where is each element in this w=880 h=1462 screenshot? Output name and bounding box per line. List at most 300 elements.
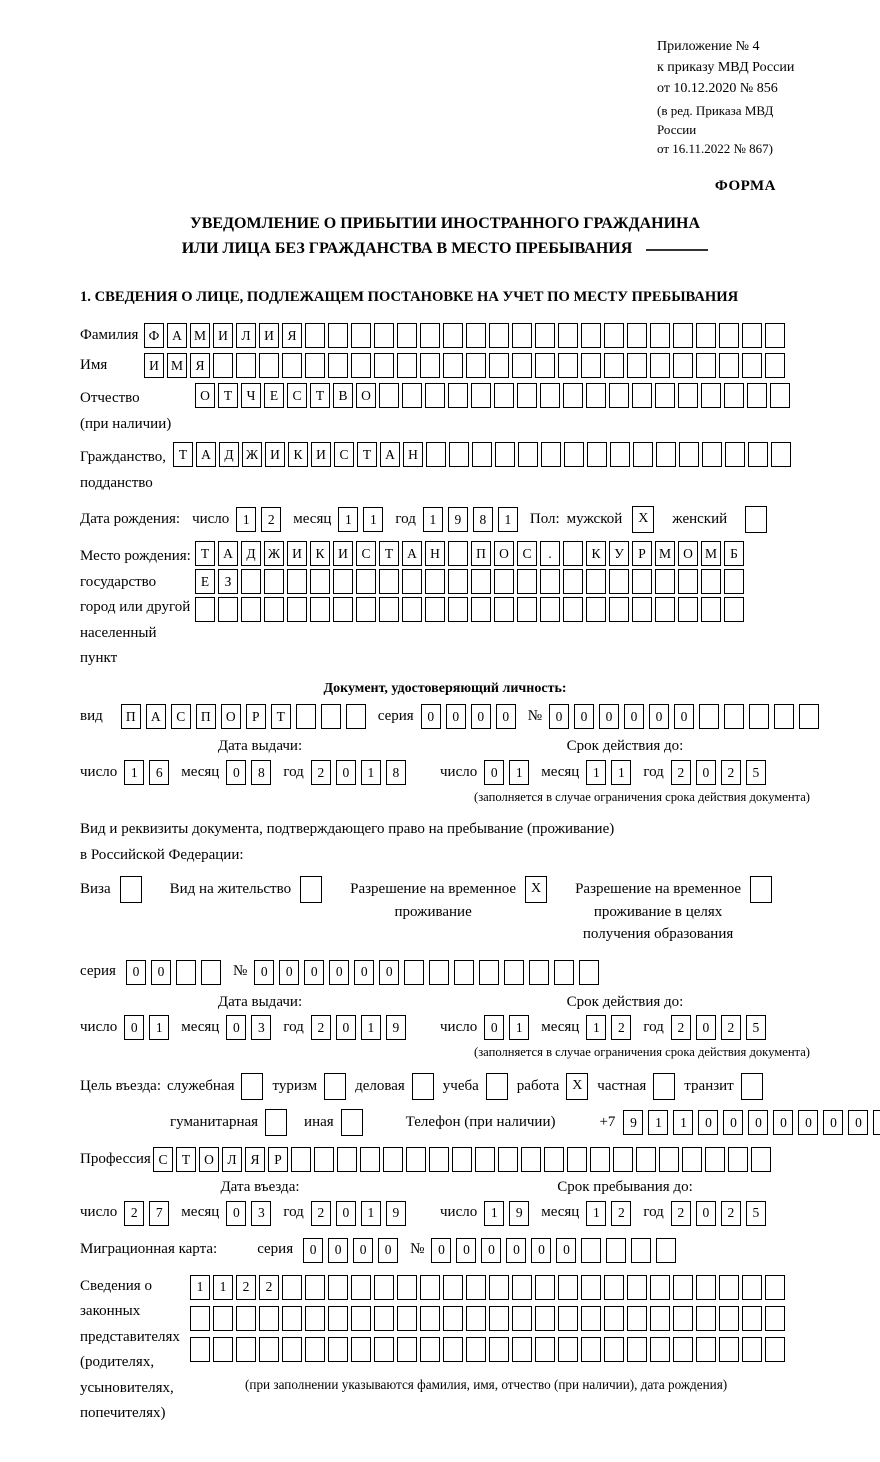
- surname-cell[interactable]: [696, 323, 716, 348]
- identity-kind-cell[interactable]: [296, 704, 316, 729]
- representatives-cell[interactable]: [765, 1275, 785, 1300]
- birth-place-cell[interactable]: [701, 569, 721, 594]
- temp-residence-cell[interactable]: X: [525, 876, 547, 903]
- representatives-cell[interactable]: [466, 1306, 486, 1331]
- residence-number-cell[interactable]: 0: [329, 960, 349, 985]
- phone-cell[interactable]: 0: [773, 1110, 793, 1135]
- birth-place-cell[interactable]: [517, 569, 537, 594]
- given-name-cell[interactable]: Я: [190, 353, 210, 378]
- birth-place-cell[interactable]: [517, 597, 537, 622]
- representatives-cell[interactable]: [305, 1275, 325, 1300]
- identity-issue-day-cell[interactable]: 6: [149, 760, 169, 785]
- profession-cell[interactable]: [728, 1147, 748, 1172]
- birth-place-cell[interactable]: [494, 569, 514, 594]
- identity-issue-year-cell[interactable]: 8: [386, 760, 406, 785]
- given-name-cell[interactable]: [650, 353, 670, 378]
- birth-place-cell[interactable]: Т: [195, 541, 215, 566]
- residence-number-cell[interactable]: [479, 960, 499, 985]
- patronymic-cell[interactable]: [724, 383, 744, 408]
- representatives-cell[interactable]: [535, 1306, 555, 1331]
- birth-place-cell[interactable]: З: [218, 569, 238, 594]
- surname-cell[interactable]: Ф: [144, 323, 164, 348]
- birth-place-cell[interactable]: [195, 597, 215, 622]
- representatives-cell[interactable]: [535, 1275, 555, 1300]
- citizenship-cell[interactable]: [587, 442, 607, 467]
- given-name-cell[interactable]: [489, 353, 509, 378]
- representatives-cell[interactable]: [397, 1275, 417, 1300]
- patronymic-cell[interactable]: В: [333, 383, 353, 408]
- representatives-cell[interactable]: [558, 1337, 578, 1362]
- citizenship-cell[interactable]: [679, 442, 699, 467]
- stay-year-cell[interactable]: 2: [721, 1201, 741, 1226]
- birth-place-cell[interactable]: Т: [379, 541, 399, 566]
- given-name-cell[interactable]: [328, 353, 348, 378]
- birth-place-cell[interactable]: Р: [632, 541, 652, 566]
- given-name-cell[interactable]: [282, 353, 302, 378]
- birth-place-cell[interactable]: [540, 569, 560, 594]
- citizenship-cell[interactable]: И: [265, 442, 285, 467]
- phone-cell[interactable]: 9: [623, 1110, 643, 1135]
- representatives-cell[interactable]: [374, 1306, 394, 1331]
- stay-day-cell[interactable]: 9: [509, 1201, 529, 1226]
- representatives-cell[interactable]: [627, 1275, 647, 1300]
- profession-cell[interactable]: [567, 1147, 587, 1172]
- stay-year-cell[interactable]: 0: [696, 1201, 716, 1226]
- profession-cell[interactable]: [429, 1147, 449, 1172]
- entry-day-cell[interactable]: 7: [149, 1201, 169, 1226]
- representatives-cell[interactable]: [328, 1275, 348, 1300]
- representatives-cell[interactable]: [742, 1306, 762, 1331]
- entry-month-cell[interactable]: 3: [251, 1201, 271, 1226]
- identity-valid-day-cell[interactable]: 0: [484, 760, 504, 785]
- representatives-cell[interactable]: [719, 1337, 739, 1362]
- birth-place-cell[interactable]: [218, 597, 238, 622]
- citizenship-cell[interactable]: Д: [219, 442, 239, 467]
- residence-valid-year-cell[interactable]: 0: [696, 1015, 716, 1040]
- surname-cell[interactable]: [719, 323, 739, 348]
- given-name-cell[interactable]: М: [167, 353, 187, 378]
- identity-valid-day-cell[interactable]: 1: [509, 760, 529, 785]
- birth-day-cell[interactable]: 1: [236, 507, 256, 532]
- identity-issue-month-cell[interactable]: 8: [251, 760, 271, 785]
- representatives-cell[interactable]: [282, 1306, 302, 1331]
- birth-place-cell[interactable]: Ж: [264, 541, 284, 566]
- given-name-cell[interactable]: [466, 353, 486, 378]
- representatives-cell[interactable]: [213, 1337, 233, 1362]
- identity-kind-cell[interactable]: П: [121, 704, 141, 729]
- patronymic-cell[interactable]: Ч: [241, 383, 261, 408]
- identity-valid-year-cell[interactable]: 2: [671, 760, 691, 785]
- representatives-cell[interactable]: [535, 1337, 555, 1362]
- identity-valid-year-cell[interactable]: 2: [721, 760, 741, 785]
- representatives-cell[interactable]: [719, 1306, 739, 1331]
- identity-kind-cell[interactable]: Р: [246, 704, 266, 729]
- entry-year-cell[interactable]: 1: [361, 1201, 381, 1226]
- patronymic-cell[interactable]: [586, 383, 606, 408]
- entry-day-cell[interactable]: 2: [124, 1201, 144, 1226]
- citizenship-cell[interactable]: Т: [357, 442, 377, 467]
- representatives-cell[interactable]: [397, 1306, 417, 1331]
- residence-series-cell[interactable]: 0: [151, 960, 171, 985]
- profession-cell[interactable]: [475, 1147, 495, 1172]
- phone-cell[interactable]: 0: [698, 1110, 718, 1135]
- given-name-cell[interactable]: [742, 353, 762, 378]
- identity-valid-month-cell[interactable]: 1: [586, 760, 606, 785]
- purpose-business-cell[interactable]: [412, 1073, 434, 1100]
- identity-series-cell[interactable]: 0: [446, 704, 466, 729]
- birth-place-cell[interactable]: [563, 597, 583, 622]
- temp-residence-edu-cell[interactable]: [750, 876, 772, 903]
- residence-number-cell[interactable]: 0: [379, 960, 399, 985]
- representatives-cell[interactable]: [190, 1337, 210, 1362]
- identity-valid-year-cell[interactable]: 5: [746, 760, 766, 785]
- representatives-cell[interactable]: 1: [190, 1275, 210, 1300]
- citizenship-cell[interactable]: [748, 442, 768, 467]
- identity-issue-day-cell[interactable]: 1: [124, 760, 144, 785]
- residence-number-cell[interactable]: [529, 960, 549, 985]
- residence-number-cell[interactable]: [404, 960, 424, 985]
- profession-cell[interactable]: [337, 1147, 357, 1172]
- citizenship-cell[interactable]: И: [311, 442, 331, 467]
- stay-year-cell[interactable]: 5: [746, 1201, 766, 1226]
- given-name-cell[interactable]: [213, 353, 233, 378]
- given-name-cell[interactable]: [765, 353, 785, 378]
- patronymic-cell[interactable]: О: [356, 383, 376, 408]
- phone-cell[interactable]: 1: [673, 1110, 693, 1135]
- purpose-tourism-cell[interactable]: [324, 1073, 346, 1100]
- birth-place-cell[interactable]: [540, 597, 560, 622]
- residence-valid-year-cell[interactable]: 2: [671, 1015, 691, 1040]
- birth-place-cell[interactable]: [264, 597, 284, 622]
- identity-valid-month-cell[interactable]: 1: [611, 760, 631, 785]
- identity-number-cell[interactable]: 0: [574, 704, 594, 729]
- birth-year-cell[interactable]: 1: [423, 507, 443, 532]
- surname-cell[interactable]: Л: [236, 323, 256, 348]
- representatives-cell[interactable]: [259, 1337, 279, 1362]
- citizenship-cell[interactable]: А: [196, 442, 216, 467]
- residence-permit-cell[interactable]: [300, 876, 322, 903]
- residence-valid-day-cell[interactable]: 0: [484, 1015, 504, 1040]
- patronymic-cell[interactable]: [425, 383, 445, 408]
- residence-number-cell[interactable]: 0: [304, 960, 324, 985]
- residence-series-cell[interactable]: [201, 960, 221, 985]
- representatives-cell[interactable]: [397, 1337, 417, 1362]
- birth-place-cell[interactable]: [563, 541, 583, 566]
- patronymic-cell[interactable]: [494, 383, 514, 408]
- representatives-cell[interactable]: [650, 1306, 670, 1331]
- representatives-cell[interactable]: [604, 1337, 624, 1362]
- phone-cell[interactable]: 0: [723, 1110, 743, 1135]
- birth-year-cell[interactable]: 9: [448, 507, 468, 532]
- stay-month-cell[interactable]: 2: [611, 1201, 631, 1226]
- citizenship-cell[interactable]: [518, 442, 538, 467]
- citizenship-cell[interactable]: Ж: [242, 442, 262, 467]
- citizenship-cell[interactable]: [771, 442, 791, 467]
- representatives-cell[interactable]: [512, 1275, 532, 1300]
- residence-valid-year-cell[interactable]: 2: [721, 1015, 741, 1040]
- surname-cell[interactable]: И: [259, 323, 279, 348]
- profession-cell[interactable]: С: [153, 1147, 173, 1172]
- birth-place-cell[interactable]: А: [402, 541, 422, 566]
- birth-place-cell[interactable]: [655, 597, 675, 622]
- purpose-other-cell[interactable]: [341, 1109, 363, 1136]
- representatives-cell[interactable]: [604, 1275, 624, 1300]
- migration-series-cell[interactable]: 0: [353, 1238, 373, 1263]
- surname-cell[interactable]: [535, 323, 555, 348]
- visa-cell[interactable]: [120, 876, 142, 903]
- birth-place-cell[interactable]: [701, 597, 721, 622]
- phone-cell[interactable]: 0: [748, 1110, 768, 1135]
- representatives-cell[interactable]: [673, 1337, 693, 1362]
- identity-number-cell[interactable]: [774, 704, 794, 729]
- phone-cell[interactable]: 0: [823, 1110, 843, 1135]
- surname-cell[interactable]: М: [190, 323, 210, 348]
- birth-place-cell[interactable]: [471, 597, 491, 622]
- surname-cell[interactable]: [558, 323, 578, 348]
- citizenship-cell[interactable]: [564, 442, 584, 467]
- surname-cell[interactable]: [374, 323, 394, 348]
- representatives-cell[interactable]: [328, 1337, 348, 1362]
- representatives-cell[interactable]: [581, 1275, 601, 1300]
- patronymic-cell[interactable]: Т: [218, 383, 238, 408]
- phone-cell[interactable]: 1: [648, 1110, 668, 1135]
- given-name-cell[interactable]: [558, 353, 578, 378]
- birth-place-cell[interactable]: [333, 597, 353, 622]
- patronymic-cell[interactable]: [678, 383, 698, 408]
- purpose-transit-cell[interactable]: [741, 1073, 763, 1100]
- representatives-cell[interactable]: [696, 1275, 716, 1300]
- representatives-cell[interactable]: [673, 1275, 693, 1300]
- representatives-cell[interactable]: [305, 1306, 325, 1331]
- representatives-cell[interactable]: [282, 1275, 302, 1300]
- birth-place-cell[interactable]: [379, 597, 399, 622]
- surname-cell[interactable]: [443, 323, 463, 348]
- birth-place-cell[interactable]: [287, 569, 307, 594]
- purpose-humanitarian-cell[interactable]: [265, 1109, 287, 1136]
- profession-cell[interactable]: Я: [245, 1147, 265, 1172]
- citizenship-cell[interactable]: [610, 442, 630, 467]
- profession-cell[interactable]: [498, 1147, 518, 1172]
- representatives-cell[interactable]: [351, 1275, 371, 1300]
- citizenship-cell[interactable]: [449, 442, 469, 467]
- phone-cell[interactable]: 0: [798, 1110, 818, 1135]
- representatives-cell[interactable]: [259, 1306, 279, 1331]
- representatives-cell[interactable]: [719, 1275, 739, 1300]
- citizenship-cell[interactable]: Т: [173, 442, 193, 467]
- residence-valid-year-cell[interactable]: 5: [746, 1015, 766, 1040]
- surname-cell[interactable]: А: [167, 323, 187, 348]
- profession-cell[interactable]: О: [199, 1147, 219, 1172]
- citizenship-cell[interactable]: К: [288, 442, 308, 467]
- residence-issue-year-cell[interactable]: 1: [361, 1015, 381, 1040]
- given-name-cell[interactable]: [604, 353, 624, 378]
- birth-place-cell[interactable]: Б: [724, 541, 744, 566]
- birth-place-cell[interactable]: [586, 597, 606, 622]
- surname-cell[interactable]: [604, 323, 624, 348]
- citizenship-cell[interactable]: Н: [403, 442, 423, 467]
- citizenship-cell[interactable]: А: [380, 442, 400, 467]
- identity-number-cell[interactable]: 0: [599, 704, 619, 729]
- profession-cell[interactable]: [682, 1147, 702, 1172]
- patronymic-cell[interactable]: [471, 383, 491, 408]
- entry-year-cell[interactable]: 2: [311, 1201, 331, 1226]
- representatives-cell[interactable]: [420, 1306, 440, 1331]
- surname-cell[interactable]: Я: [282, 323, 302, 348]
- representatives-cell[interactable]: [489, 1306, 509, 1331]
- residence-number-cell[interactable]: 0: [254, 960, 274, 985]
- birth-place-cell[interactable]: [609, 569, 629, 594]
- birth-place-cell[interactable]: [241, 597, 261, 622]
- birth-month-cell[interactable]: 1: [363, 507, 383, 532]
- identity-kind-cell[interactable]: С: [171, 704, 191, 729]
- identity-issue-year-cell[interactable]: 2: [311, 760, 331, 785]
- identity-issue-year-cell[interactable]: 0: [336, 760, 356, 785]
- residence-number-cell[interactable]: [454, 960, 474, 985]
- patronymic-cell[interactable]: [747, 383, 767, 408]
- representatives-cell[interactable]: [351, 1306, 371, 1331]
- citizenship-cell[interactable]: [656, 442, 676, 467]
- migration-number-cell[interactable]: 0: [506, 1238, 526, 1263]
- given-name-cell[interactable]: [719, 353, 739, 378]
- identity-number-cell[interactable]: 0: [674, 704, 694, 729]
- residence-number-cell[interactable]: [429, 960, 449, 985]
- stay-month-cell[interactable]: 1: [586, 1201, 606, 1226]
- surname-cell[interactable]: [305, 323, 325, 348]
- identity-kind-cell[interactable]: Т: [271, 704, 291, 729]
- patronymic-cell[interactable]: Т: [310, 383, 330, 408]
- identity-series-cell[interactable]: 0: [421, 704, 441, 729]
- residence-issue-year-cell[interactable]: 9: [386, 1015, 406, 1040]
- representatives-cell[interactable]: [420, 1337, 440, 1362]
- given-name-cell[interactable]: [443, 353, 463, 378]
- birth-place-cell[interactable]: [448, 597, 468, 622]
- birth-place-cell[interactable]: [724, 597, 744, 622]
- purpose-study-cell[interactable]: [486, 1073, 508, 1100]
- birth-place-cell[interactable]: С: [356, 541, 376, 566]
- representatives-cell[interactable]: 2: [259, 1275, 279, 1300]
- residence-series-cell[interactable]: 0: [126, 960, 146, 985]
- birth-place-cell[interactable]: [356, 569, 376, 594]
- residence-issue-year-cell[interactable]: 2: [311, 1015, 331, 1040]
- migration-series-cell[interactable]: 0: [328, 1238, 348, 1263]
- representatives-cell[interactable]: [512, 1306, 532, 1331]
- birth-place-cell[interactable]: [494, 597, 514, 622]
- stay-day-cell[interactable]: 1: [484, 1201, 504, 1226]
- birth-place-cell[interactable]: [448, 569, 468, 594]
- purpose-official-cell[interactable]: [241, 1073, 263, 1100]
- representatives-cell[interactable]: [489, 1337, 509, 1362]
- representatives-cell[interactable]: [374, 1337, 394, 1362]
- birth-place-cell[interactable]: Н: [425, 541, 445, 566]
- representatives-cell[interactable]: [328, 1306, 348, 1331]
- migration-series-cell[interactable]: 0: [378, 1238, 398, 1263]
- birth-place-cell[interactable]: О: [494, 541, 514, 566]
- surname-cell[interactable]: [466, 323, 486, 348]
- citizenship-cell[interactable]: [702, 442, 722, 467]
- birth-place-cell[interactable]: К: [586, 541, 606, 566]
- citizenship-cell[interactable]: [472, 442, 492, 467]
- patronymic-cell[interactable]: [448, 383, 468, 408]
- profession-cell[interactable]: [291, 1147, 311, 1172]
- birth-place-cell[interactable]: [425, 597, 445, 622]
- identity-series-cell[interactable]: 0: [496, 704, 516, 729]
- profession-cell[interactable]: [383, 1147, 403, 1172]
- residence-valid-day-cell[interactable]: 1: [509, 1015, 529, 1040]
- representatives-cell[interactable]: [581, 1306, 601, 1331]
- birth-place-cell[interactable]: [402, 569, 422, 594]
- identity-number-cell[interactable]: [799, 704, 819, 729]
- given-name-cell[interactable]: [581, 353, 601, 378]
- profession-cell[interactable]: Р: [268, 1147, 288, 1172]
- given-name-cell[interactable]: [351, 353, 371, 378]
- profession-cell[interactable]: [659, 1147, 679, 1172]
- given-name-cell[interactable]: [673, 353, 693, 378]
- residence-number-cell[interactable]: 0: [354, 960, 374, 985]
- migration-number-cell[interactable]: 0: [531, 1238, 551, 1263]
- representatives-cell[interactable]: [489, 1275, 509, 1300]
- profession-cell[interactable]: [314, 1147, 334, 1172]
- phone-cell[interactable]: 0: [848, 1110, 868, 1135]
- given-name-cell[interactable]: [374, 353, 394, 378]
- birth-place-cell[interactable]: [471, 569, 491, 594]
- birth-place-cell[interactable]: У: [609, 541, 629, 566]
- representatives-cell[interactable]: [604, 1306, 624, 1331]
- identity-issue-month-cell[interactable]: 0: [226, 760, 246, 785]
- representatives-cell[interactable]: [627, 1306, 647, 1331]
- citizenship-cell[interactable]: [725, 442, 745, 467]
- profession-cell[interactable]: Т: [176, 1147, 196, 1172]
- residence-number-cell[interactable]: [579, 960, 599, 985]
- identity-kind-cell[interactable]: П: [196, 704, 216, 729]
- birth-place-cell[interactable]: [241, 569, 261, 594]
- given-name-cell[interactable]: [535, 353, 555, 378]
- identity-number-cell[interactable]: [699, 704, 719, 729]
- surname-cell[interactable]: И: [213, 323, 233, 348]
- given-name-cell[interactable]: [236, 353, 256, 378]
- residence-number-cell[interactable]: [554, 960, 574, 985]
- birth-place-cell[interactable]: [310, 569, 330, 594]
- representatives-cell[interactable]: 1: [213, 1275, 233, 1300]
- patronymic-cell[interactable]: [770, 383, 790, 408]
- citizenship-cell[interactable]: [426, 442, 446, 467]
- identity-number-cell[interactable]: 0: [549, 704, 569, 729]
- profession-cell[interactable]: Л: [222, 1147, 242, 1172]
- migration-number-cell[interactable]: [606, 1238, 626, 1263]
- entry-month-cell[interactable]: 0: [226, 1201, 246, 1226]
- representatives-cell[interactable]: [351, 1337, 371, 1362]
- birth-place-cell[interactable]: [356, 597, 376, 622]
- identity-number-cell[interactable]: 0: [649, 704, 669, 729]
- migration-number-cell[interactable]: 0: [481, 1238, 501, 1263]
- patronymic-cell[interactable]: [563, 383, 583, 408]
- migration-number-cell[interactable]: [581, 1238, 601, 1263]
- residence-issue-month-cell[interactable]: 3: [251, 1015, 271, 1040]
- profession-cell[interactable]: [636, 1147, 656, 1172]
- representatives-cell[interactable]: [742, 1337, 762, 1362]
- patronymic-cell[interactable]: [517, 383, 537, 408]
- representatives-cell[interactable]: [420, 1275, 440, 1300]
- patronymic-cell[interactable]: [632, 383, 652, 408]
- surname-cell[interactable]: [650, 323, 670, 348]
- birth-year-cell[interactable]: 8: [473, 507, 493, 532]
- given-name-cell[interactable]: [512, 353, 532, 378]
- birth-day-cell[interactable]: 2: [261, 507, 281, 532]
- residence-valid-month-cell[interactable]: 1: [586, 1015, 606, 1040]
- purpose-work-cell[interactable]: X: [566, 1073, 588, 1100]
- surname-cell[interactable]: [351, 323, 371, 348]
- representatives-cell[interactable]: [190, 1306, 210, 1331]
- representatives-cell[interactable]: [282, 1337, 302, 1362]
